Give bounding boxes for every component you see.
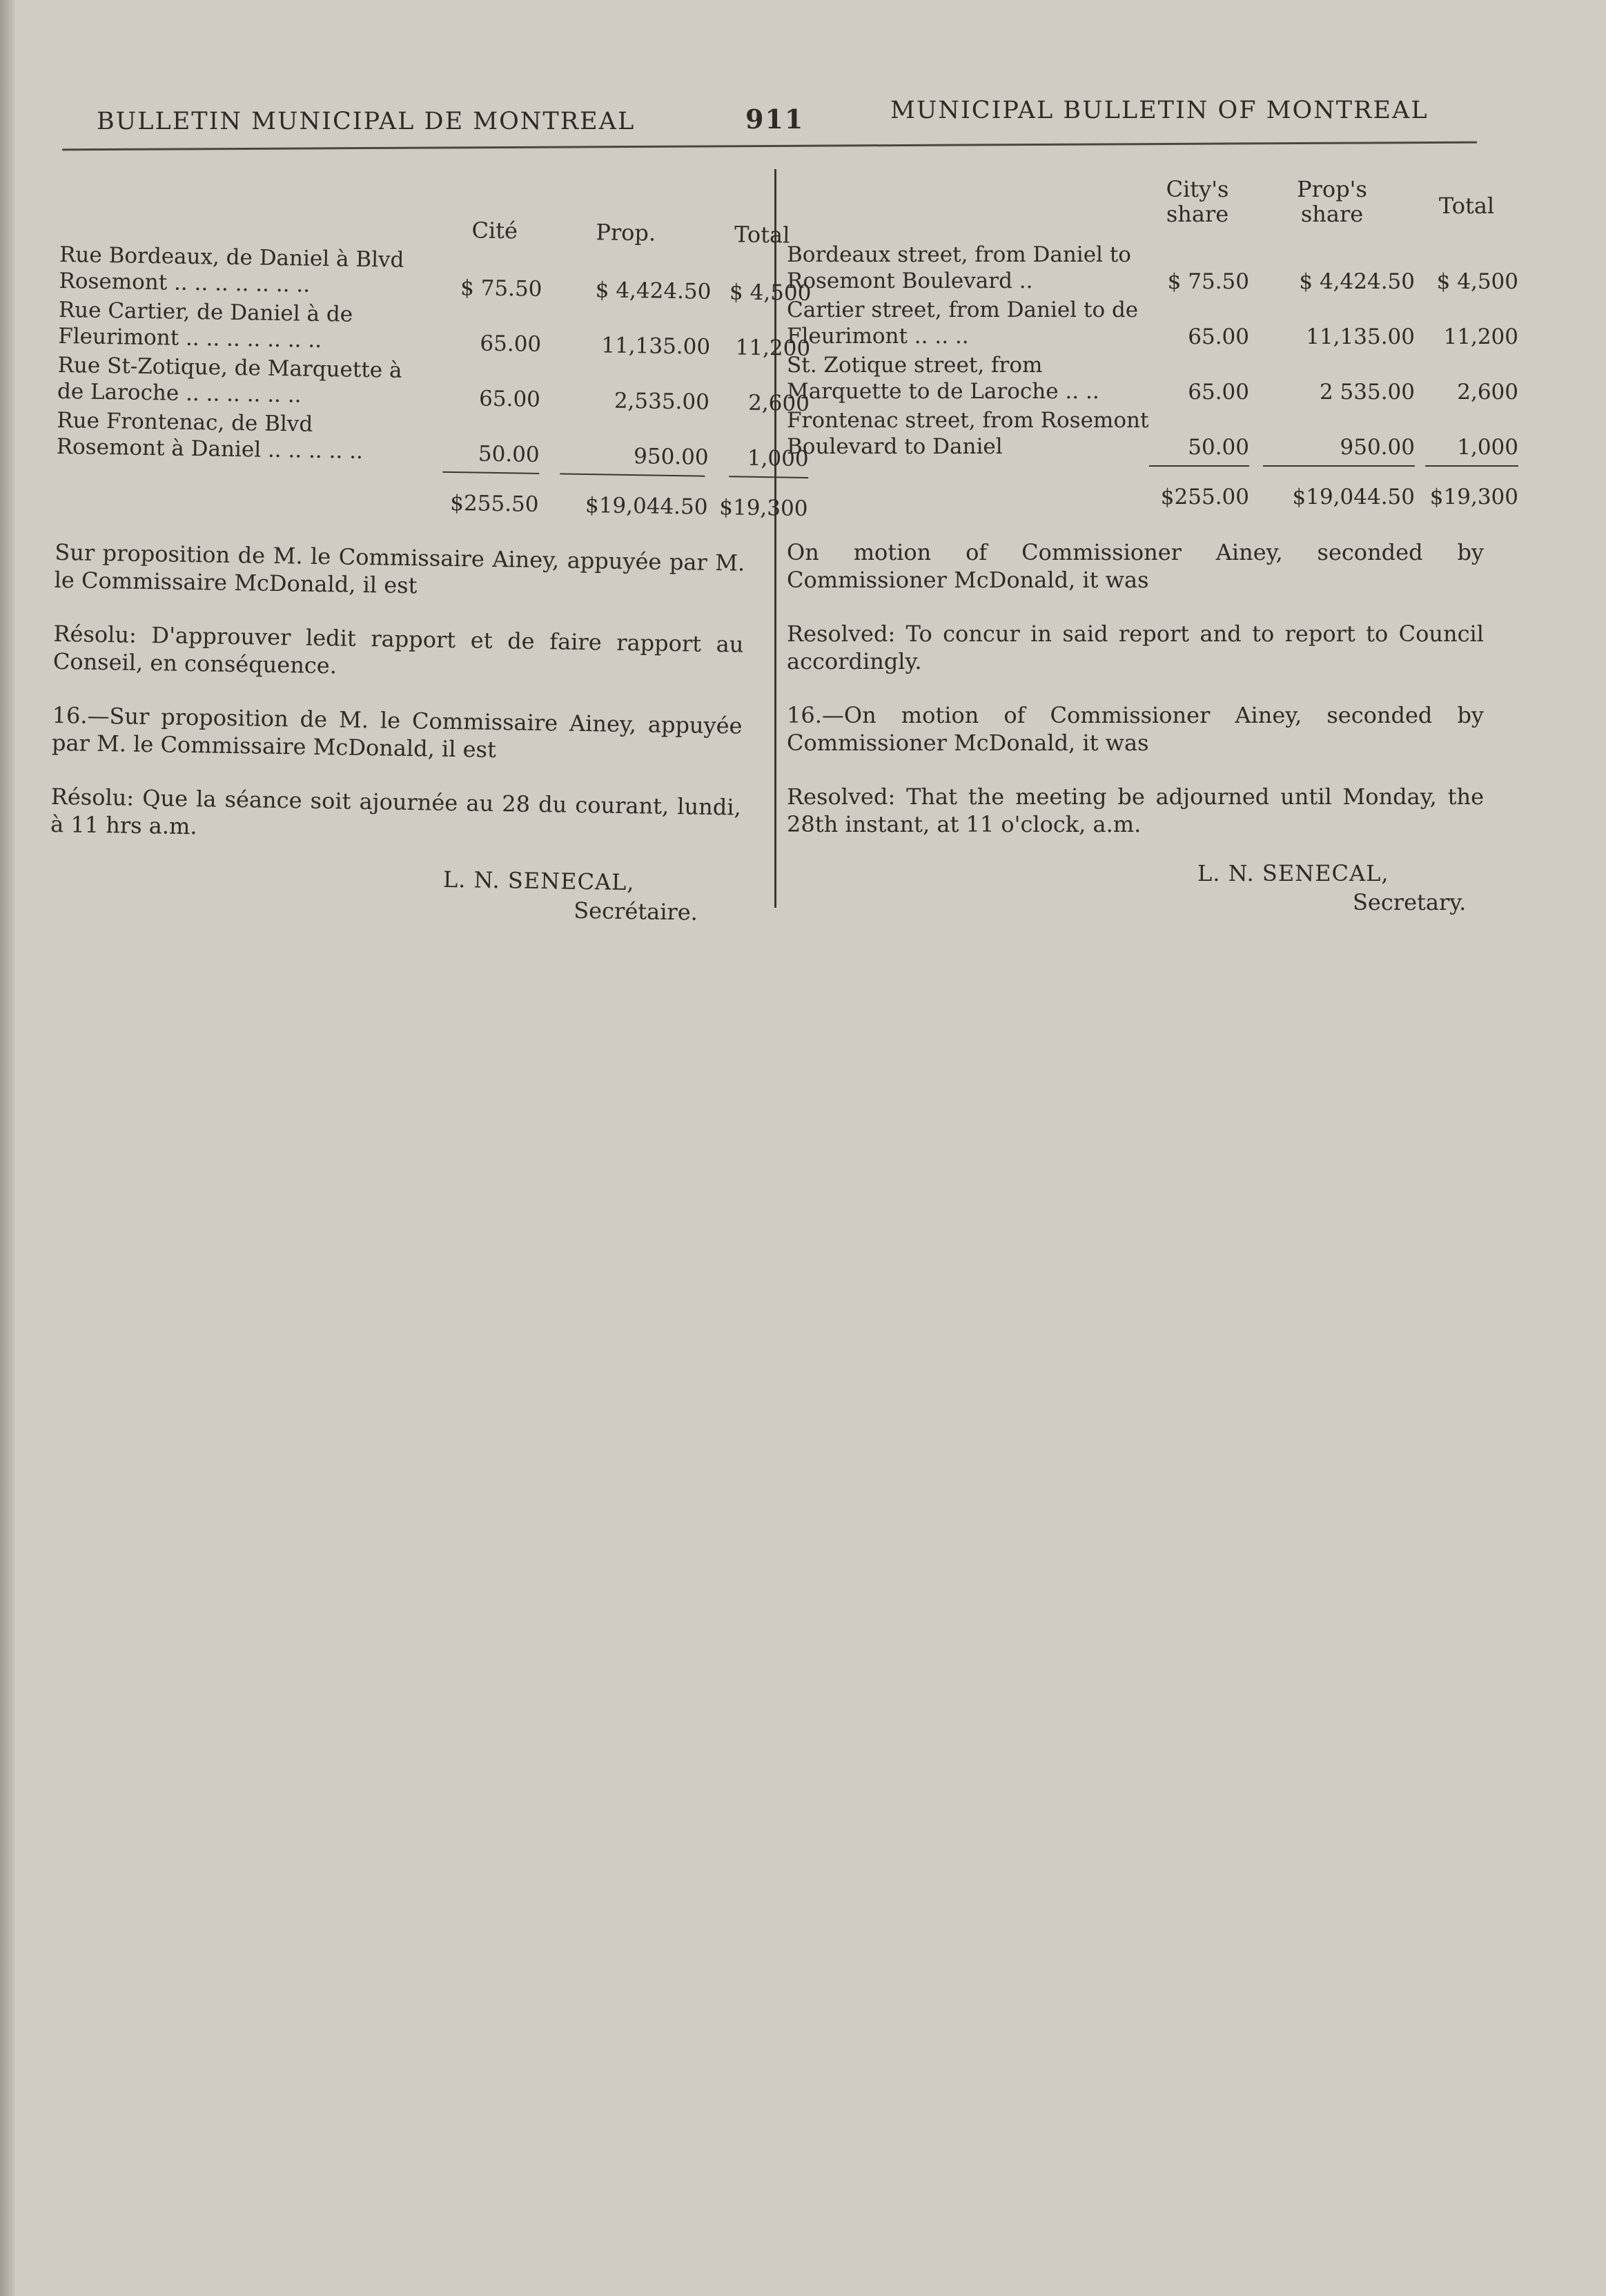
row-city-share: 50.00 — [1188, 435, 1249, 460]
row-total: 1,000 — [1457, 435, 1518, 460]
row-cite: 65.00 — [478, 386, 541, 412]
row-prop-share: 11,135.00 — [1306, 324, 1415, 349]
row-description: Bordeaux street, from Daniel to Rosemont Boulevard .. — [787, 242, 1131, 293]
french-col-total: Total — [734, 221, 790, 249]
row-description: Frontenac street, from Rosemont Boulevard to Daniel — [787, 408, 1149, 459]
total-cite: $255.50 — [450, 490, 539, 517]
english-col-prop-share: Prop's share — [1297, 176, 1367, 227]
row-total: $ 4,500 — [1436, 269, 1518, 294]
signature-block — [787, 859, 1491, 917]
resolution-paragraph: Resolved: That the meeting be adjourned until Monday, the 28th instant, at 11 o'clock, a.m. — [787, 784, 1484, 837]
french-col-cite: Cité — [471, 217, 518, 244]
row-total: 2,600 — [1457, 380, 1518, 405]
row-description: Rue Cartier, de Daniel à de Fleurimont .. .. .. .. .. .. .. — [57, 297, 353, 353]
table-row — [787, 352, 1518, 407]
signatory-name: L. N. SENECAL, — [442, 866, 635, 896]
sum-rule — [787, 463, 1491, 471]
table-row — [787, 242, 1518, 297]
row-prop: 950.00 — [633, 444, 709, 470]
row-total: 11,200 — [735, 335, 811, 362]
motion-paragraph: On motion of Commissioner Ainey, seconded by Commissioner McDonald, it was — [787, 539, 1484, 593]
row-cite: 50.00 — [478, 441, 540, 467]
english-column — [787, 173, 1518, 917]
total-city-share: $255.00 — [1160, 485, 1249, 509]
row-prop: 11,135.00 — [601, 333, 711, 360]
header-rule — [62, 142, 1477, 151]
row-city-share: $ 75.50 — [1167, 269, 1249, 294]
running-header — [90, 97, 1477, 138]
row-cite: 65.00 — [480, 331, 542, 357]
page-number: 911 — [745, 104, 805, 135]
row-prop: $ 4,424.50 — [595, 278, 712, 304]
row-prop-share: 2 535.00 — [1319, 380, 1415, 405]
row-city-share: 65.00 — [1188, 380, 1249, 405]
motion-paragraph: 16.—On motion of Commissioner Ainey, seconded by Commissioner McDonald, it was — [787, 702, 1484, 756]
signature-block — [49, 859, 747, 928]
resolution-paragraph: Resolved: To concur in said report and to report to Council accordingly. — [787, 621, 1484, 674]
header-left-title: BULLETIN MUNICIPAL DE MONTREAL — [97, 108, 636, 135]
row-description: Rue Frontenac, de Blvd Rosemont à Daniel .. .. .. .. .. — [56, 407, 364, 464]
total-prop-share: $19,044.50 — [1292, 485, 1415, 509]
row-total: 2,600 — [747, 390, 810, 417]
french-table-header — [59, 173, 790, 253]
totals-row — [787, 471, 1518, 512]
french-col-prop: Prop. — [596, 219, 656, 246]
row-total: $ 4,500 — [729, 280, 812, 307]
total-total: $19,300 — [1429, 485, 1518, 509]
row-total: 11,200 — [1443, 324, 1518, 349]
row-prop: 2,535.00 — [614, 388, 710, 415]
english-table-header — [787, 173, 1495, 242]
row-cite: $ 75.50 — [460, 275, 542, 302]
header-right-title: MUNICIPAL BULLETIN OF MONTREAL — [890, 97, 1429, 124]
row-description: St. Zotique street, from Marquette to de Laroche .. .. — [787, 353, 1099, 404]
motion-paragraph: 16.—Sur proposition de M. le Commissaire Ainey, appuyée par M. le Commissaire McDonald, il est — [51, 701, 743, 763]
total-prop: $19,044.50 — [585, 492, 708, 520]
table-row — [787, 407, 1518, 463]
signatory-role: Secrétaire. — [574, 897, 698, 926]
row-city-share: 65.00 — [1188, 324, 1249, 349]
english-col-total: Total — [1438, 193, 1495, 219]
table-row — [787, 297, 1518, 352]
french-column — [49, 173, 812, 928]
row-prop-share: $ 4,424.50 — [1299, 269, 1415, 294]
resolution-paragraph: Résolu: Que la séance soit ajournée au 28 du courant, lundi, à 11 hrs a.m. — [50, 783, 741, 840]
row-description: Cartier street, from Daniel to de Fleurimont .. .. .. — [787, 298, 1139, 349]
total-total: $19,300 — [719, 495, 808, 522]
page-edge — [0, 0, 15, 2296]
signatory-role: Secretary. — [1353, 889, 1467, 915]
english-col-city-share: City's share — [1166, 176, 1229, 227]
row-description: Rue St-Zotique, de Marquette à de Laroche .. .. .. .. .. .. — [57, 352, 402, 408]
motion-paragraph: Sur proposition de M. le Commissaire Ainey, appuyée par M. le Commissaire McDonald, il est — [54, 538, 745, 599]
row-total: 1,000 — [747, 445, 809, 472]
row-prop-share: 950.00 — [1340, 435, 1415, 460]
resolution-paragraph: Résolu: D'approuver ledit rapport et de faire rapport au Conseil, en conséquence. — [52, 620, 744, 679]
signatory-name: L. N. SENECAL, — [1197, 860, 1389, 886]
row-description: Rue Bordeaux, de Daniel à Blvd Rosemont .. .. .. .. .. .. .. — [59, 242, 404, 298]
